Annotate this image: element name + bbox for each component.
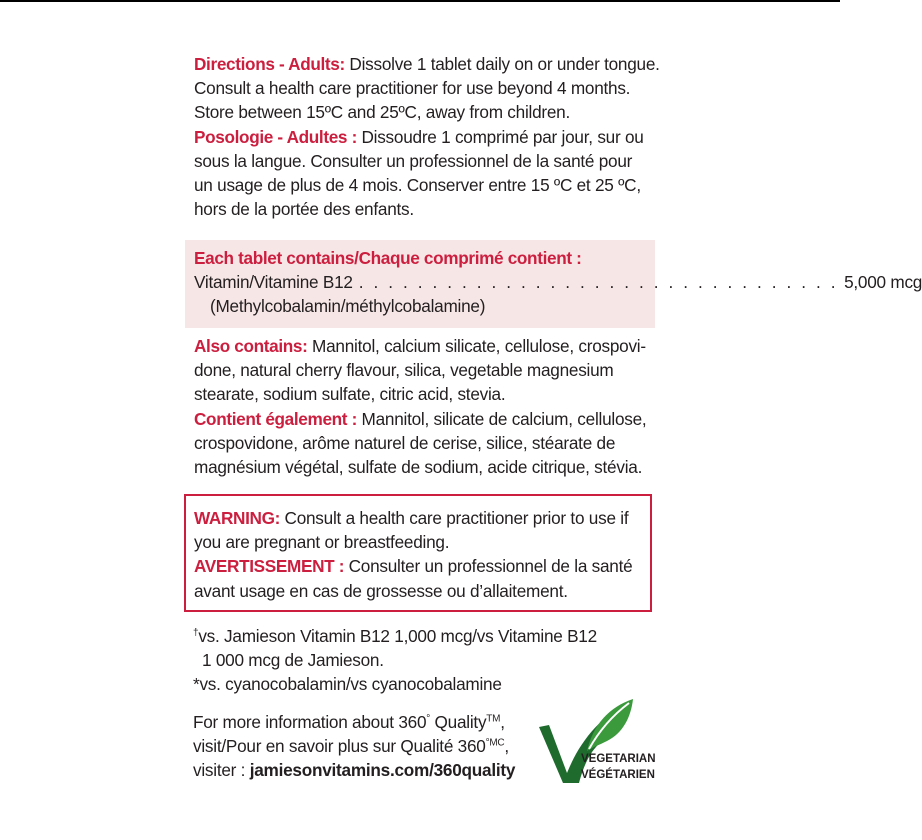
footnotes bbox=[193, 624, 653, 697]
info-text: , bbox=[500, 712, 505, 732]
also-contains-section bbox=[194, 334, 654, 479]
info-text: visit/Pour en savoir plus sur Qualité 360 bbox=[193, 736, 486, 757]
info-text: , bbox=[504, 736, 509, 757]
also-en-text: Mannitol, calcium silicate, cellulose, crospovi- bbox=[307, 336, 646, 356]
medicinal-ingredients bbox=[194, 246, 922, 319]
directions-fr-text: un usage de plus de 4 mois. Conserver entre 15 ºC et 25 ºC, bbox=[194, 175, 641, 196]
directions-en-label: Directions - Adults: bbox=[194, 54, 345, 74]
footnote-dagger-text: vs. Jamieson Vitamin B12 1,000 mcg/vs Vitamine B12 bbox=[198, 626, 597, 646]
top-border-line bbox=[0, 0, 840, 2]
warning-en-text: you are pregnant or breastfeeding. bbox=[194, 532, 450, 553]
also-fr-text: Mannitol, silicate de calcium, cellulose, bbox=[356, 408, 647, 429]
also-en-text: stearate, sodium sulfate, citric acid, stevia. bbox=[194, 384, 506, 405]
vegetarian-logo bbox=[537, 695, 667, 790]
info-text: visiter : bbox=[193, 760, 250, 781]
directions-section bbox=[194, 52, 660, 221]
warning-en-text: Consult a health care practitioner prior to use if bbox=[280, 508, 629, 528]
trademark-mc-mark: °MC bbox=[485, 737, 505, 749]
warning-section bbox=[194, 506, 654, 603]
directions-en-text: Dissolve 1 tablet daily on or under tongue. bbox=[344, 54, 660, 74]
warning-fr-text: avant usage en cas de grossesse ou d’allaitement. bbox=[194, 580, 568, 601]
also-fr-text: magnésium végétal, sulfate de sodium, acide citrique, stévia. bbox=[194, 457, 643, 478]
warning-fr-label: AVERTISSEMENT : bbox=[194, 556, 345, 577]
also-en-text: done, natural cherry flavour, silica, vegetable magnesium bbox=[194, 360, 614, 381]
vegetarian-fr-text: VÉGÉTARIEN bbox=[581, 769, 655, 781]
also-fr-label: Contient également : bbox=[194, 408, 357, 429]
directions-fr-text: Dissoudre 1 comprimé par jour, sur ou bbox=[356, 126, 644, 147]
leader-dots: . . . . . . . . . . . . . . . . . . . . . . . . . . . . . . . . . bbox=[358, 272, 839, 293]
info-text: For more information about 360 bbox=[193, 712, 427, 732]
leaf-icon bbox=[587, 699, 633, 751]
directions-en-text: Store between 15ºC and 25ºC, away from children. bbox=[194, 102, 571, 123]
quality-info bbox=[193, 710, 553, 783]
also-fr-text: crospovidone, arôme naturel de cerise, silice, stéarate de bbox=[194, 432, 616, 453]
info-text: Quality bbox=[430, 712, 487, 732]
warning-fr-text: Consulter un professionnel de la santé bbox=[344, 556, 633, 577]
footnote-star-text: *vs. cyanocobalamin/vs cyanocobalamine bbox=[193, 674, 502, 695]
ingredient-subline: (Methylcobalamin/méthylcobalamine) bbox=[210, 296, 486, 317]
dagger-mark: † bbox=[193, 627, 199, 639]
directions-fr-text: sous la langue. Consulter un professionnel de la santé pour bbox=[194, 150, 633, 171]
also-en-label: Also contains: bbox=[194, 336, 308, 356]
directions-fr-text: hors de la portée des enfants. bbox=[194, 199, 414, 220]
ingredient-amount: 5,000 mcg bbox=[844, 272, 922, 293]
website-link[interactable]: jamiesonvitamins.com/360quality bbox=[249, 760, 516, 781]
ingredient-name: Vitamin/Vitamine B12 bbox=[194, 272, 353, 293]
vegetarian-en-text: VEGETARIAN bbox=[581, 753, 656, 765]
degree-mark: ° bbox=[426, 713, 431, 725]
directions-fr-label: Posologie - Adultes : bbox=[194, 126, 357, 147]
trademark-mark: TM bbox=[486, 713, 501, 725]
warning-en-label: WARNING: bbox=[194, 508, 280, 528]
directions-en-text: Consult a health care practitioner for use beyond 4 months. bbox=[194, 78, 631, 99]
contents-heading: Each tablet contains/Chaque comprimé contient : bbox=[194, 248, 582, 268]
footnote-dagger-text: 1 000 mcg de Jamieson. bbox=[202, 650, 384, 671]
ingredient-row bbox=[194, 270, 922, 294]
